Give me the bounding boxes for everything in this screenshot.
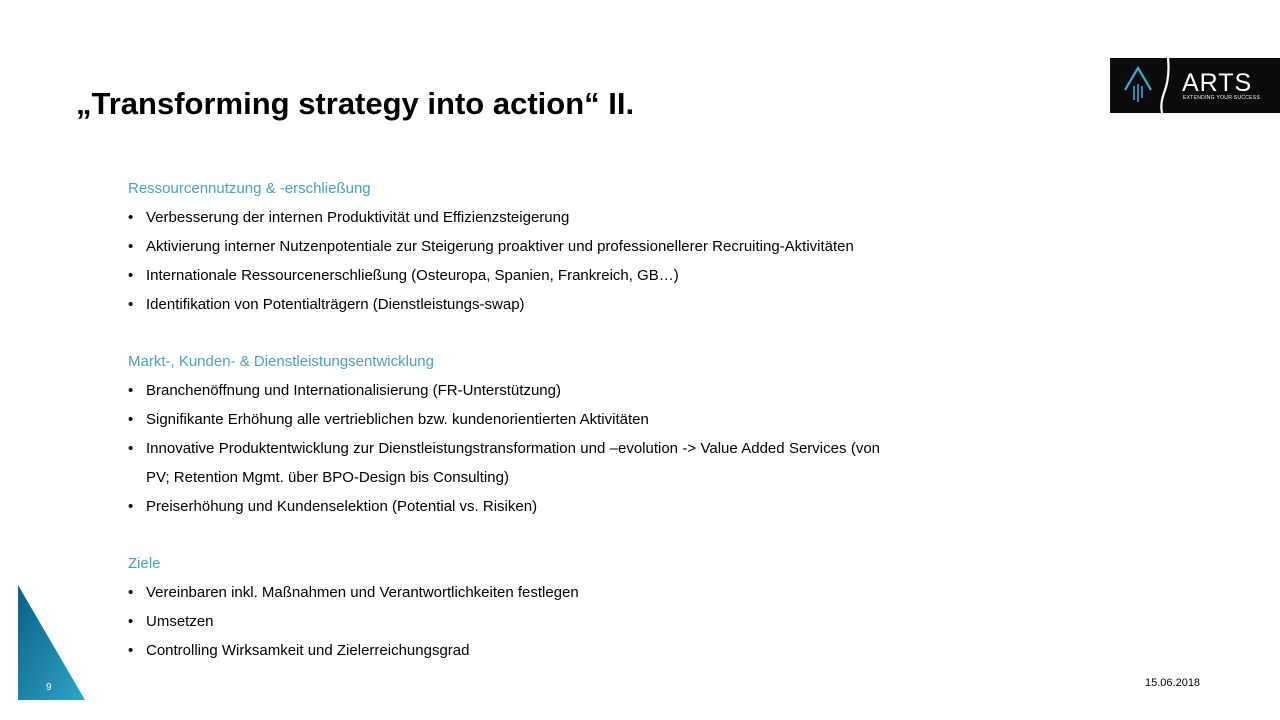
bullet-item: • Controlling Wirksamkeit und Zielerreichungsgrad — [128, 636, 880, 665]
bullet-item: • Vereinbaren inkl. Maßnahmen und Verantwortlichkeiten festlegen — [128, 578, 880, 607]
section-heading: Ressourcennutzung & -erschließung — [128, 180, 371, 197]
section-goals — [128, 549, 880, 665]
section-market — [128, 347, 880, 521]
bullet-item: • Aktivierung interner Nutzenpotentiale zur Steigerung proaktiver und professionellerer Recruiting-Aktivitäten — [128, 232, 880, 261]
bullet-list — [128, 203, 880, 319]
section-resources — [128, 174, 880, 319]
bullet-item: • Innovative Produktentwicklung zur Dienstleistungstransformation und –evolution -> Value Added Services (von PV; Retention Mgmt. über BPO-Design bis Consulting) — [128, 434, 880, 492]
bullet-item: • Verbesserung der internen Produktivität und Effizienzsteigerung — [128, 203, 880, 232]
bullet-item: • Internationale Ressourcenerschließung (Osteuropa, Spanien, Frankreich, GB…) — [128, 261, 880, 290]
arts-logo — [1110, 58, 1280, 113]
bullet-item: • Branchenöffnung und Internationalisierung (FR-Unterstützung) — [128, 376, 880, 405]
corner-decoration — [0, 585, 90, 720]
logo-text: ARTS — [1182, 69, 1253, 97]
slide-content — [128, 174, 880, 693]
page-number: 9 — [46, 682, 52, 693]
slide-date: 15.06.2018 — [1145, 677, 1201, 689]
bullet-item: • Signifikante Erhöhung alle vertrieblichen bzw. kundenorientierten Aktivitäten — [128, 405, 880, 434]
bullet-list — [128, 376, 880, 521]
section-heading: Markt-, Kunden- & Dienstleistungsentwicklung — [128, 353, 434, 370]
logo-tagline: EXTENDING YOUR SUCCESS — [1183, 95, 1261, 101]
bullet-item: • Umsetzen — [128, 607, 880, 636]
slide-title: „Transforming strategy into action“ II. — [76, 86, 635, 121]
section-heading: Ziele — [128, 555, 161, 572]
bullet-list — [128, 578, 880, 665]
bullet-item: • Identifikation von Potentialträgern (Dienstleistungs-swap) — [128, 290, 880, 319]
bullet-item: • Preiserhöhung und Kundenselektion (Potential vs. Risiken) — [128, 492, 880, 521]
